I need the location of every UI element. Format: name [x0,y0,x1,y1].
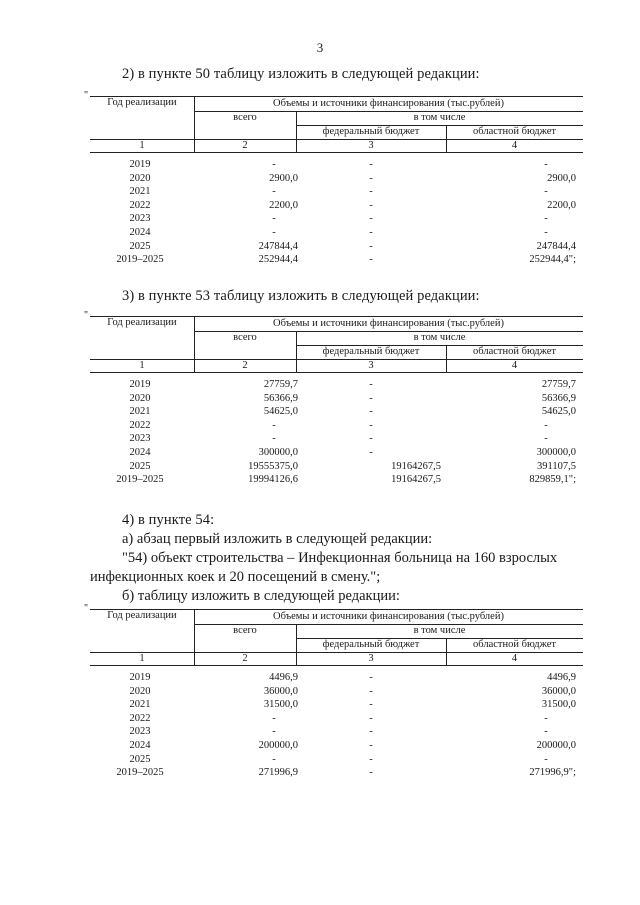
table-row [90,766,583,780]
table-row [90,725,583,739]
cell-regional: 391107,5 [537,460,576,472]
header-including: в том числе [413,332,466,343]
cell-year: 2019–2025 [116,767,164,779]
header-num-3: 3 [368,360,374,371]
table-row [90,226,583,240]
header-year: Год реализации [107,97,177,108]
cell-total: - [272,159,276,170]
table-row [90,685,583,699]
header-year: Год реализации [107,317,177,328]
cell-year: 2025 [129,753,151,765]
cell-year: 2023 [129,726,151,738]
header-federal: федеральный бюджет [322,639,420,650]
cell-total: - [272,712,276,724]
table-row [90,419,583,433]
table-rule [90,372,583,373]
cell-total: - [272,726,276,738]
header-group: Объемы и источники финансирования (тыс.рублей) [273,611,504,622]
header-num-4: 4 [511,360,518,371]
cell-year: 2022 [129,199,151,211]
cell-regional: 27759,7 [541,379,576,390]
header-federal: федеральный бюджет [322,126,420,137]
cell-federal: - [369,227,373,238]
para-text: "54) объект строительства – Инфекционная больница на 160 взрослых инфекционных коек и 20 посещений в смену."; [90,550,558,585]
cell-federal: - [369,447,373,458]
cell-total: - [272,753,276,765]
cell-total: - [272,419,276,431]
cell-total: 200000,0 [258,740,298,751]
header-year: Год реализации [107,610,177,621]
cell-regional: 2200,0 [547,199,576,211]
cell-federal: - [369,392,373,404]
page-number: 3 [316,40,324,55]
cell-year: 2021 [129,406,151,418]
table-row [90,199,583,213]
table-row [90,392,583,406]
table-row [90,671,583,685]
table-row [90,698,583,712]
header-num-3: 3 [368,140,374,151]
table-row [90,460,583,474]
cell-total: 36000,0 [263,685,298,697]
cell-federal: - [369,740,373,751]
opening-quote: " [84,90,89,101]
cell-year: 2021 [129,186,151,198]
header-including: в том числе [413,112,466,123]
table-row [90,712,583,726]
cell-federal: - [369,172,373,184]
table-row [90,253,583,267]
cell-regional: - [544,213,548,225]
header-num-1: 1 [139,653,145,664]
section-53-heading: 3) в пункте 53 таблицу изложить в следующей редакции: [122,288,480,304]
cell-federal: - [369,672,373,683]
cell-federal: - [369,433,373,445]
cell-regional: - [544,419,548,431]
header-num-2: 2 [242,653,248,664]
cell-year: 2020 [129,172,151,184]
cell-regional: - [544,433,548,445]
cell-year: 2019 [129,379,151,390]
section-50-heading: 2) в пункте 50 таблицу изложить в следующей редакции: [122,66,480,82]
cell-regional: 252944,4"; [529,254,576,266]
para-a: а) абзац первый изложить в следующей редакции: [122,531,433,547]
table-row [90,473,583,487]
cell-federal: 19164267,5 [391,460,441,472]
table-section-53 [84,310,583,498]
table-section-50 [84,90,583,274]
header-total: всего [233,332,257,343]
cell-federal: - [369,159,373,170]
cell-regional: 247844,4 [536,240,576,252]
cell-regional: 56366,9 [541,392,576,404]
table-row [90,158,583,172]
header-num-1: 1 [139,360,145,371]
table-row [90,212,583,226]
cell-total: 252944,4 [258,254,298,266]
header-num-1: 1 [139,140,145,151]
cell-year: 2024 [129,227,151,238]
cell-regional: - [544,227,548,238]
section-54-paragraphs [90,530,590,606]
cell-year: 2023 [129,213,151,225]
cell-total: - [272,213,276,225]
table-rule [90,152,583,153]
cell-year: 2023 [129,433,151,445]
cell-regional: 300000,0 [536,447,576,458]
cell-year: 2020 [129,685,151,697]
table-row [90,240,583,254]
cell-total: 54625,0 [263,406,298,418]
header-total: всего [233,112,257,123]
cell-year: 2020 [129,392,151,404]
cell-year: 2025 [129,240,151,252]
cell-regional: - [544,186,548,198]
table-row [90,172,583,186]
table-row [90,446,583,460]
cell-total: 271996,9 [258,767,298,779]
header-num-3: 3 [368,653,374,664]
cell-regional: - [544,753,548,765]
table-section-54 [84,603,583,793]
table-row [90,753,583,767]
header-total: всего [233,625,257,636]
cell-federal: - [369,406,373,418]
cell-regional: 200000,0 [536,740,576,751]
cell-federal: - [369,753,373,765]
cell-regional: 31500,0 [541,699,576,711]
cell-year: 2019–2025 [116,254,164,266]
header-group: Объемы и источники финансирования (тыс.рублей) [273,318,504,329]
cell-total: 27759,7 [263,379,298,390]
cell-year: 2025 [129,460,151,472]
cell-regional: - [544,159,548,170]
cell-total: 19994126,6 [248,474,298,486]
para-b: б) таблицу изложить в следующей редакции: [122,588,400,604]
cell-regional: 36000,0 [541,685,576,697]
cell-federal: - [369,186,373,198]
section-54-heading: 4) в пункте 54: [122,512,215,528]
opening-quote: " [84,310,89,321]
cell-year: 2021 [129,699,151,711]
cell-regional: 271996,9"; [529,767,576,779]
header-num-2: 2 [242,140,248,151]
cell-regional: 4496,9 [547,672,576,683]
cell-federal: - [369,712,373,724]
cell-year: 2019–2025 [116,474,164,486]
table-row [90,739,583,753]
cell-federal: - [369,419,373,431]
cell-year: 2019 [129,672,151,683]
cell-year: 2024 [129,740,151,751]
cell-year: 2019 [129,159,151,170]
header-regional: областной бюджет [473,346,556,357]
cell-total: 31500,0 [263,699,298,711]
cell-year: 2022 [129,419,151,431]
header-num-4: 4 [511,653,518,664]
cell-federal: - [369,240,373,252]
header-regional: областной бюджет [473,126,556,137]
cell-total: 247844,4 [258,240,298,252]
cell-total: 2900,0 [269,172,298,184]
table-rule [90,665,583,666]
header-including: в том числе [413,625,466,636]
cell-total: 19555375,0 [248,460,298,472]
cell-federal: 19164267,5 [391,474,441,486]
table-row [90,185,583,199]
cell-regional: 829859,1"; [529,474,576,486]
cell-federal: - [369,685,373,697]
cell-total: - [272,433,276,445]
cell-year: 2022 [129,712,151,724]
cell-total: 56366,9 [263,392,298,404]
header-num-4: 4 [511,140,518,151]
header-regional: областной бюджет [473,639,556,650]
cell-federal: - [369,767,373,779]
table-row [90,378,583,392]
cell-total: - [272,186,276,198]
cell-total: 2200,0 [269,199,298,211]
cell-regional: 54625,0 [541,406,576,418]
cell-federal: - [369,254,373,266]
cell-regional: - [544,726,548,738]
table-row [90,432,583,446]
cell-total: 4496,9 [269,672,298,683]
cell-regional: - [544,712,548,724]
cell-federal: - [369,699,373,711]
header-group: Объемы и источники финансирования (тыс.рублей) [273,98,504,109]
cell-federal: - [369,379,373,390]
cell-total: - [272,227,276,238]
opening-quote: " [84,603,89,614]
cell-federal: - [369,213,373,225]
header-num-2: 2 [242,360,248,371]
cell-regional: 2900,0 [547,172,576,184]
cell-federal: - [369,726,373,738]
cell-total: 300000,0 [258,447,298,458]
table-row [90,405,583,419]
header-federal: федеральный бюджет [322,346,420,357]
cell-federal: - [369,199,373,211]
cell-year: 2024 [129,447,151,458]
